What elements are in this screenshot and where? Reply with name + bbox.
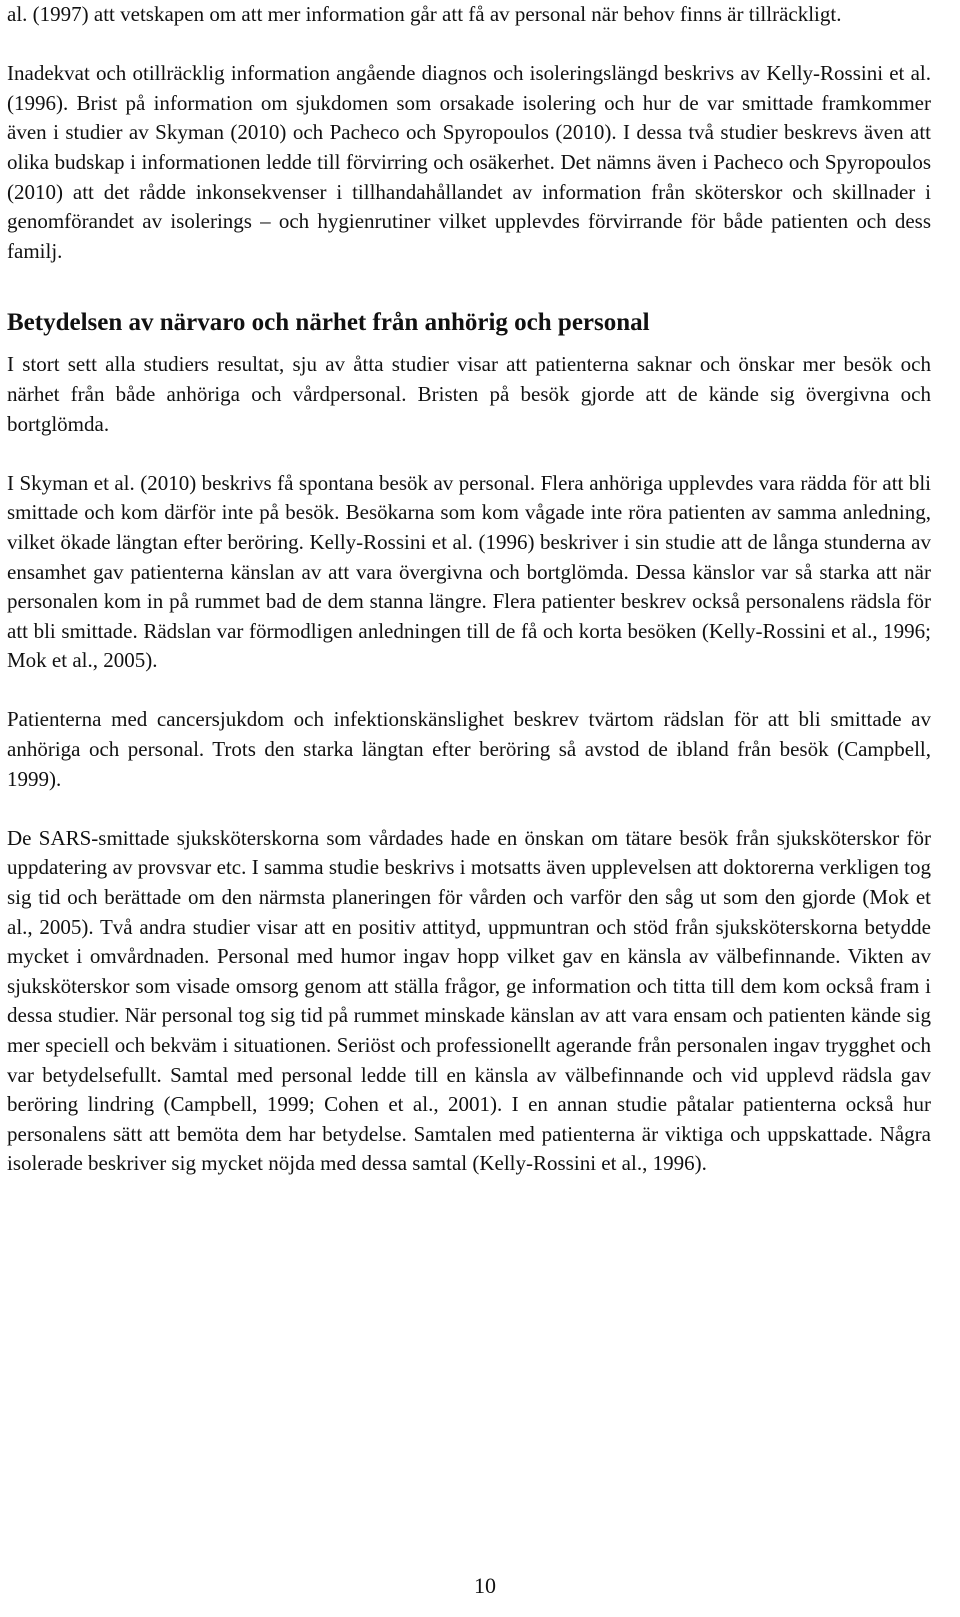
page-content [7, 0, 931, 1179]
page-number: 10 [474, 1573, 496, 1598]
paragraph-continuation: al. (1997) att vetskapen om att mer information går att få av personal när behov finns är tillräckligt. [7, 2, 842, 26]
section-heading: Betydelsen av närvaro och närhet från anhörig och personal [7, 309, 650, 337]
paragraph-sars-nurses: De SARS-smittade sjuksköterskorna som vårdades hade en önskan om tätare besök från sjuksköterskor för uppdatering av provsvar etc. I samma studie beskrivs i motsatts även upplevelsen att doktorerna verkligen tog sig tid och berättade om den närmsta planeringen för vården och varför den såg ut som den gjorde (Mok et al., 2005). Två andra studier visar att en positiv attityd, uppmuntran och stöd från sjuksköterskorna betydde mycket i omvårdnaden. Personal med humor ingav hopp vilket gav en känsla av välbefinnande. Vikten av sjuksköterskor som visade omsorg genom att ställa frågor, ge information och titta till dem kom också fram i dessa studier. När personal tog sig tid på rummet minskade känslan av att vara ensam och patienten kände sig mer speciell och bekväm i situationen. Seriöst och professionellt agerande från personalen ingav trygghet och var betydelsefullt. Samtal med personal ledde till en känsla av välbefinnande och vid upplevd rädsla gav beröring lindring (Campbell, 1999; Cohen et al., 2001). I en annan studie påtalar patienterna också hur personalens sätt att bemöta dem har betydelse. Samtalen med patienterna är viktiga och uppskattade. Några isolerade beskriver sig mycket nöjda med dessa samtal (Kelly-Rossini et al., 1996). [7, 825, 931, 1176]
paragraph-skyman: I Skyman et al. (2010) beskrivs få spontana besök av personal. Flera anhöriga upplevdes vara rädda för att bli smittade och kom därför inte på besök. Besökarna som kom vågade inte röra patienten av samma anledning, vilket ökade längtan efter beröring. Kelly-Rossini et al. (1996) beskriver i sin studie att de långa stunderna av ensamhet gav patienterna känslan av att vara övergivna och bortglömda. Dessa känslor var så starka att när personalen kom in på rummet bad de dem stanna längre. Flera patienter beskrev också personalens rädsla för att bli smittade. Rädslan var förmodligen anledningen till de få och korta besöken (Kelly-Rossini et al., 1996; Mok et al., 2005). [7, 470, 931, 673]
paragraph-studies-overview: I stort sett alla studiers resultat, sju av åtta studier visar att patienterna saknar och önskar mer besök och närhet från både anhöriga och vårdpersonal. Bristen på besök gjorde att de kände sig övergivna och bortglömda. [7, 352, 931, 436]
paragraph-cancer-patients: Patienterna med cancersjukdom och infektionskänslighet beskrev tvärtom rädslan för att bli smittade av anhöriga och personal. Trots den starka längtan efter beröring så avstod de ibland från besök (Campbell, 1999). [7, 707, 931, 791]
paragraph-inadequate-information: Inadekvat och otillräcklig information angående diagnos och isoleringslängd beskrivs av Kelly-Rossini et al. (1996). Brist på information om sjukdomen som orsakade isolering och hur de var smittade framkommer även i studier av Skyman (2010) och Pacheco och Spyropoulos (2010). I dessa två studier beskrevs även att olika budskap i informationen ledde till förvirring och osäkerhet. Det nämns även i Pacheco och Spyropoulos (2010) att det rådde inkonsekvenser i tillhandahållandet av information från sköterskor och skillnader i genomförandet av isolerings – och hygienrutiner vilket upplevdes förvirrande för både patienten och dess familj. [7, 61, 931, 263]
